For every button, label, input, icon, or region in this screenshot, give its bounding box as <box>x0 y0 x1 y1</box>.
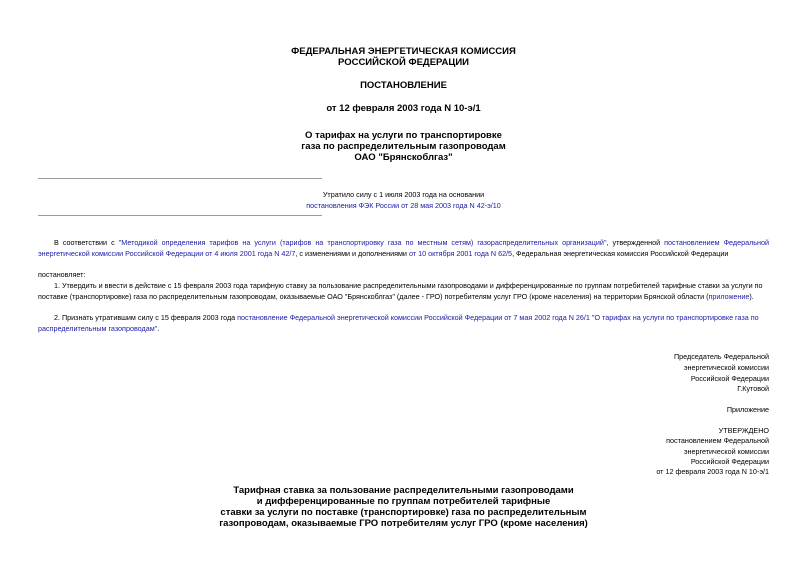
status-repeal-link[interactable]: постановления ФЭК России от 28 мая 2003 года N 42-э/10 <box>306 201 501 210</box>
status-line: Утратило силу с 1 июля 2003 года на основании <box>322 190 485 199</box>
preamble-text-1: В соответствии с <box>54 238 119 247</box>
signature-line1: Председатель Федеральной <box>674 352 769 361</box>
appendix-label: Приложение <box>726 405 769 414</box>
item-1-paragraph <box>38 281 769 302</box>
approved-line3: Российской Федерации <box>690 457 769 466</box>
item-1-end: ). <box>749 291 754 301</box>
preamble-text-3: , с изменениями и дополнениями <box>295 248 409 258</box>
amendment-62-5-link[interactable]: от 10 октября 2001 года N 62/5 <box>408 248 513 258</box>
item-2-paragraph <box>38 313 769 334</box>
item-2-text: 2. Признать утратившим силу с 15 февраля 2003 года <box>54 313 238 322</box>
approved-line2: энергетической комиссии <box>683 447 769 456</box>
document-title-line1: О тарифах на услуги по транспортировке <box>305 130 502 141</box>
document-title-line3: ОАО "Брянскоблгаз" <box>354 152 453 163</box>
document-date-number: от 12 февраля 2003 года N 10-э/1 <box>326 103 481 114</box>
tariff-title-line1: Тарифная ставка за пользование распределительными газопроводами <box>233 485 574 496</box>
appendix-link[interactable]: приложение <box>708 291 750 301</box>
document-type: ПОСТАНОВЛЕНИЕ <box>360 80 447 91</box>
signature-line3: Российской Федерации <box>690 374 769 383</box>
approved-date-number: от 12 февраля 2003 года N 10-э/1 <box>656 467 769 476</box>
resolves-label: постановляет: <box>38 270 86 279</box>
tariff-title-line4: газопроводам, оказываемые ГРО потребителям услуг ГРО (кроме населения) <box>219 518 588 529</box>
signature-name: Г.Кутовой <box>737 384 769 393</box>
preamble-paragraph <box>38 238 769 259</box>
resolution-42-7-link[interactable]: постановлением Федеральной энергетической комиссии Российской Федерации от 4 июля 2001 года N 42/7 <box>38 238 770 258</box>
status-rule-top <box>38 178 322 179</box>
approved-label: УТВЕРЖДЕНО <box>718 426 769 435</box>
methodology-link[interactable]: "Методикой определения тарифов на услуги (тарифов на транспортировку газа по местным сетям) газораспределительных организаций" <box>118 238 607 247</box>
resolution-26-1-link[interactable]: постановление Федеральной энергетической комиссии Российской Федерации от 7 мая 2002 года N 26/1 "О тарифах на услуги по транспортировке газа по распределительным газопроводам" <box>38 313 759 333</box>
status-rule-bottom <box>38 215 322 216</box>
commission-name-line2: РОССИЙСКОЙ ФЕДЕРАЦИИ <box>337 57 469 68</box>
preamble-text-2: , утвержденной <box>606 238 665 247</box>
signature-line2: энергетической комиссии <box>683 363 769 372</box>
commission-name-line1: ФЕДЕРАЛЬНАЯ ЭНЕРГЕТИЧЕСКАЯ КОМИССИЯ <box>291 46 516 57</box>
document-title-line2: газа по распределительным газопроводам <box>301 141 506 152</box>
item-2-end: . <box>157 323 160 333</box>
status-link-row <box>0 201 807 212</box>
preamble-text-4: , Федеральная энергетическая комиссия Российской Федерации <box>512 248 729 258</box>
tariff-title-line3: ставки за услуги по поставке (транспортировке) газа по распределительным <box>220 507 587 518</box>
item-1-text: 1. Утвердить и ввести в действие с 15 февраля 2003 года тарифную ставку за пользование распределительными газопроводами и дифференцированные по группам потребителей тарифные ставки за услуги по поставке (транспортировке) газа по распределительным газопроводам, оказываемые ОАО "Брянскоблгаз" (далее - ГРО) потребителям услуг ГРО (кроме населения) на территории Брянской области ( <box>38 281 763 301</box>
approved-line1: постановлением Федеральной <box>666 436 769 445</box>
tariff-title-line2: и дифференцированные по группам потребителей тарифные <box>256 496 551 507</box>
